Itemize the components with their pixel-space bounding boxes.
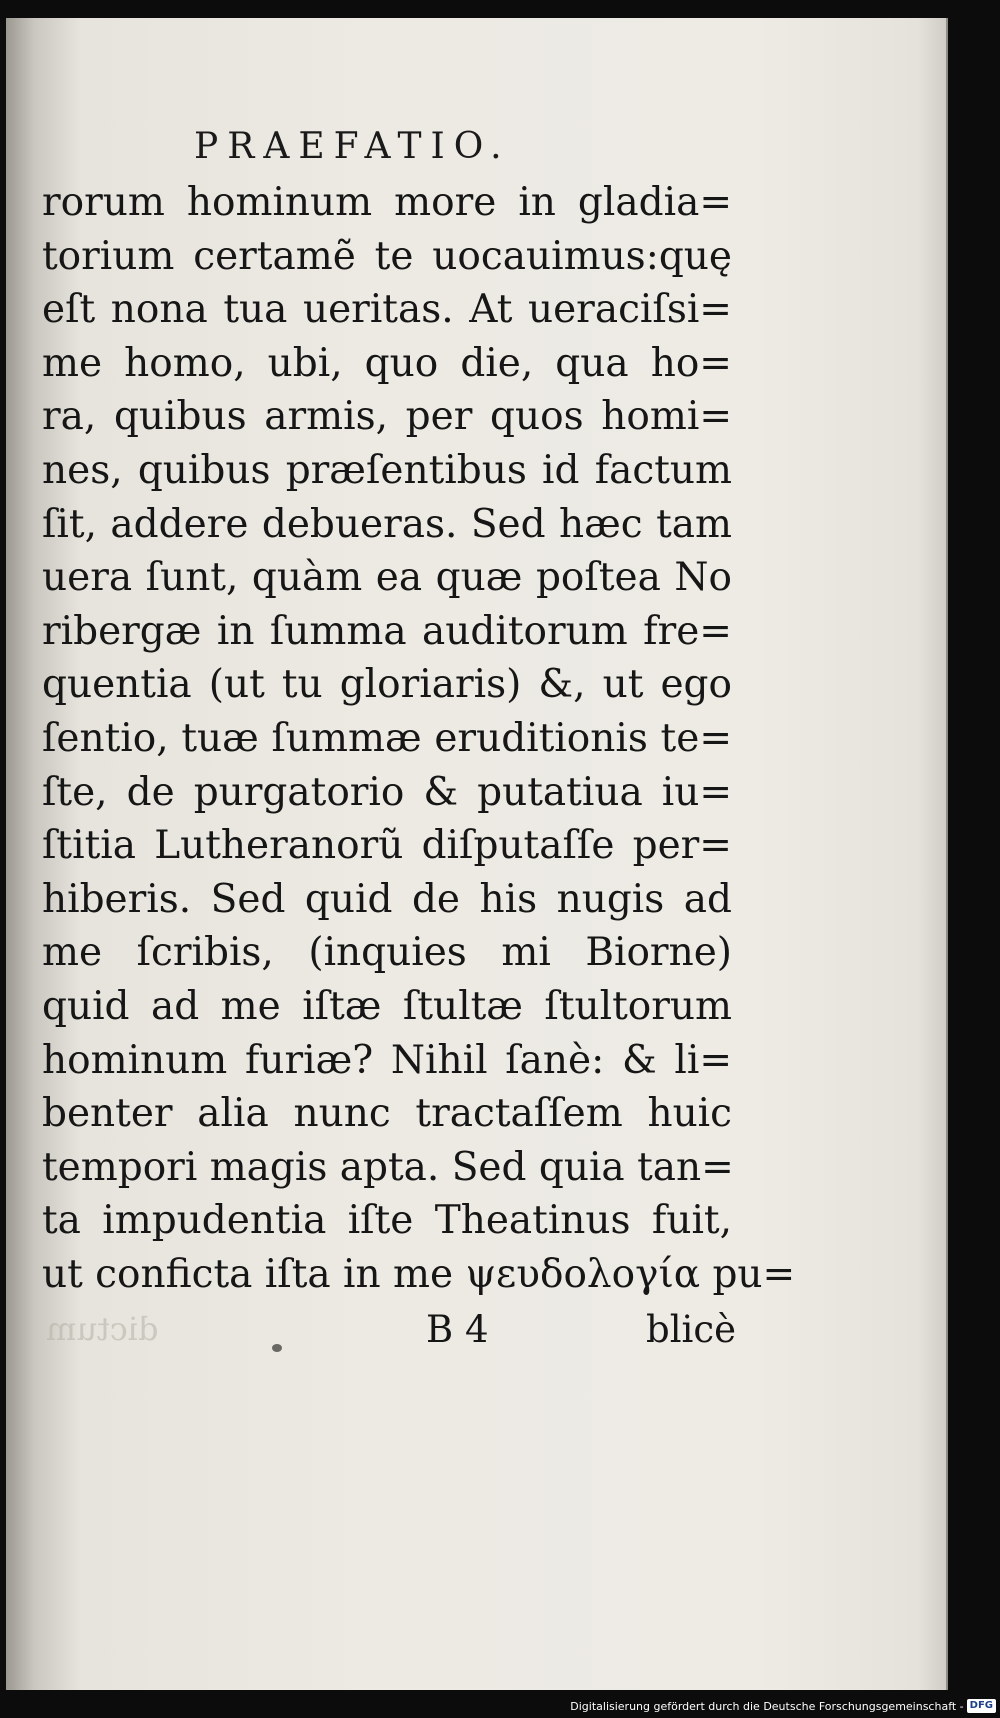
page-footer — [426, 1308, 736, 1364]
text-line: tempori magis apta. Sed quia tan= — [42, 1144, 734, 1190]
catchword: blicè — [646, 1308, 736, 1351]
text-line: ra, quibus armis, per quos homi= — [42, 394, 732, 440]
text-line: quid ad me iſtæ ſtultæ ſtultorum — [42, 983, 732, 1029]
dfg-logo: DFG — [967, 1699, 996, 1713]
book-page — [6, 18, 948, 1690]
text-line: hominum furiæ? Nihil ſanè: & li= — [42, 1037, 732, 1083]
text-line: ſtitia Lutheranorũ diſputaſſe per= — [42, 823, 732, 869]
paper-speck — [272, 1344, 282, 1352]
text-line: me ſcribis, (inquies mi Biorne) — [42, 930, 732, 976]
text-line: ſit, addere debueras. Sed hæc tam — [42, 501, 732, 547]
text-line: ribergæ in ſumma auditorum fre= — [42, 608, 732, 654]
text-line: nes, quibus præſentibus id factum — [42, 447, 732, 493]
page-body-text — [42, 176, 796, 1301]
text-line: quentia (ut tu gloriaris) &, ut ego — [42, 662, 732, 708]
text-line: torium certamẽ te uocauimus:quę — [42, 233, 732, 279]
text-line: rorum hominum more in gladia= — [42, 180, 732, 225]
text-line: me homo, ubi, quo die, qua ho= — [42, 340, 732, 386]
signature-mark: B 4 — [426, 1308, 489, 1351]
credit-text: Digitalisierung gefördert durch die Deutsche Forschungsgemeinschaft - — [570, 1699, 964, 1713]
text-line: uera ſunt, quàm ea quæ poſtea No — [42, 555, 732, 601]
text-line: ut conficta iſta in me ψευδολογία pu= — [42, 1251, 796, 1297]
text-line: ta impudentia iſte Theatinus fuit, — [42, 1198, 732, 1244]
digitization-credit — [570, 1697, 996, 1715]
text-line: eſt nona tua ueritas. At ueraciſsi= — [42, 287, 732, 333]
show-through-text: dictum — [46, 1310, 159, 1348]
text-line: hiberis. Sed quid de his nugis ad — [42, 876, 732, 922]
text-line: ſte, de purgatorio & putatiua iu= — [42, 769, 732, 815]
text-line: benter alia nunc tractaſſem huic — [42, 1091, 732, 1137]
text-line: ſentio, tuæ ſummæ eruditionis te= — [42, 715, 732, 761]
running-header: PRAEFATIO. — [194, 126, 511, 167]
